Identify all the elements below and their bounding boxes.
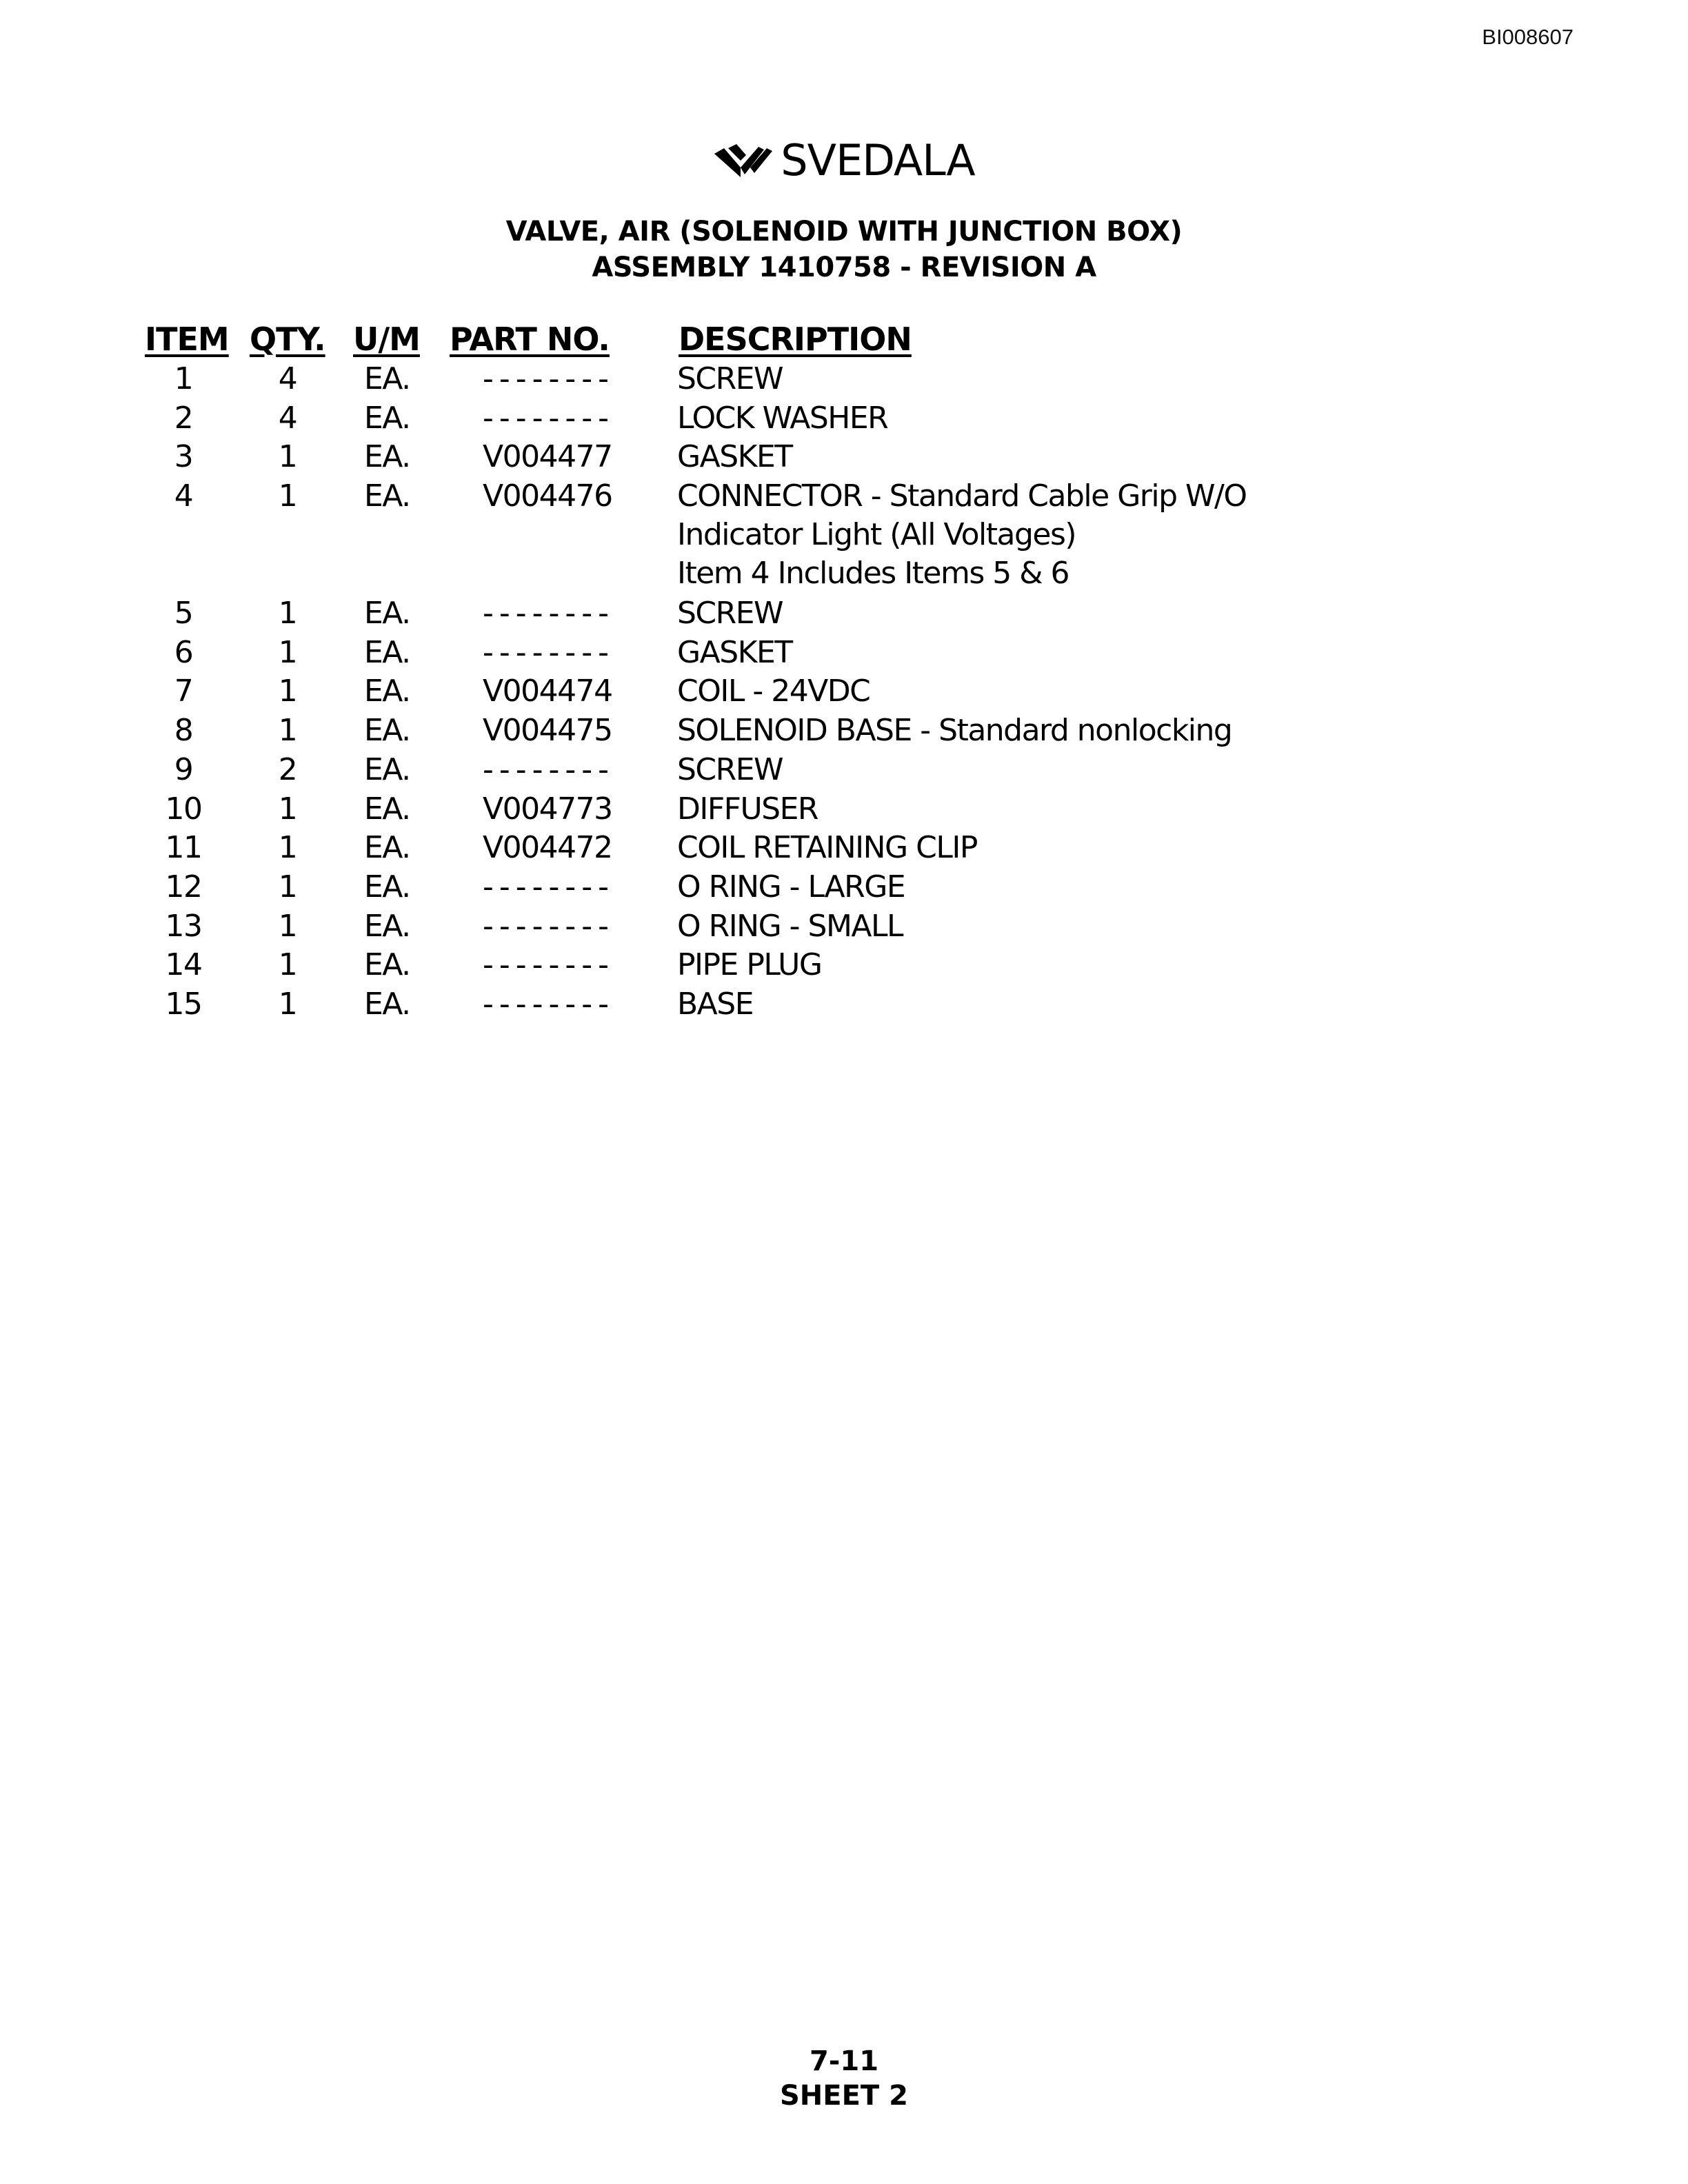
qty-cell: 1 xyxy=(278,869,297,904)
part-no-cell: V004474 xyxy=(483,674,612,709)
header-qty: QTY. xyxy=(250,321,325,358)
item-cell: 12 xyxy=(165,869,202,904)
assembly-subtitle: ASSEMBLY 1410758 - REVISION A xyxy=(592,252,1096,283)
header-part-no: PART NO. xyxy=(450,321,610,358)
description-cell: GASKET xyxy=(677,439,792,475)
qty-cell: 1 xyxy=(278,439,297,475)
part-no-cell: V004773 xyxy=(483,791,612,827)
part-no-cell: -------- xyxy=(483,986,615,1022)
table-row xyxy=(0,985,1688,1024)
part-no-cell: -------- xyxy=(483,869,615,904)
table-row xyxy=(0,868,1688,907)
description-cell: GASKET xyxy=(677,634,792,670)
header-item: ITEM xyxy=(145,321,229,358)
description-cell: SCREW xyxy=(677,361,783,396)
item-cell: 8 xyxy=(174,713,193,749)
description-cell: DIFFUSER xyxy=(677,791,818,827)
table-row xyxy=(0,790,1688,829)
header-um: U/M xyxy=(353,321,420,358)
um-cell: EA. xyxy=(364,439,410,475)
company-logo xyxy=(0,135,1688,190)
description-cell: O RING - SMALL xyxy=(677,908,903,944)
part-no-cell: -------- xyxy=(483,908,615,944)
description-cell: COIL RETAINING CLIP xyxy=(677,830,977,866)
item-cell: 2 xyxy=(174,400,193,436)
item-cell: 15 xyxy=(165,986,202,1022)
table-row xyxy=(0,907,1688,947)
logo-text: SVEDALA xyxy=(781,135,975,185)
parts-table-body xyxy=(0,360,1688,1024)
um-cell: EA. xyxy=(364,478,410,514)
table-row xyxy=(0,751,1688,790)
item-cell: 9 xyxy=(174,751,193,787)
qty-cell: 1 xyxy=(278,830,297,866)
description-cell: LOCK WASHER xyxy=(677,400,888,436)
item-cell: 3 xyxy=(174,439,193,475)
svedala-logo-icon xyxy=(713,141,776,180)
qty-cell: 4 xyxy=(278,361,297,396)
document-id: BI008607 xyxy=(1482,25,1574,49)
document-title: VALVE, AIR (SOLENOID WITH JUNCTION BOX) xyxy=(505,216,1183,247)
item-cell: 13 xyxy=(165,908,202,944)
table-row xyxy=(0,829,1688,868)
item-cell: 5 xyxy=(174,596,193,631)
qty-cell: 1 xyxy=(278,947,297,983)
um-cell: EA. xyxy=(364,400,410,436)
qty-cell: 1 xyxy=(278,596,297,631)
item-cell: 11 xyxy=(165,830,202,866)
um-cell: EA. xyxy=(364,596,410,631)
qty-cell: 1 xyxy=(278,713,297,749)
qty-cell: 1 xyxy=(278,908,297,944)
qty-cell: 4 xyxy=(278,400,297,436)
description-cell: BASE xyxy=(677,986,754,1022)
table-row xyxy=(0,594,1688,634)
part-no-cell: V004476 xyxy=(483,478,612,514)
item-cell: 14 xyxy=(165,947,202,983)
table-row xyxy=(0,399,1688,438)
um-cell: EA. xyxy=(364,361,410,396)
item-cell: 1 xyxy=(174,361,193,396)
description-cell: SCREW xyxy=(677,751,783,787)
table-row xyxy=(0,711,1688,751)
qty-cell: 1 xyxy=(278,791,297,827)
table-row xyxy=(0,634,1688,673)
part-no-cell: -------- xyxy=(483,361,615,396)
part-no-cell: V004475 xyxy=(483,713,612,749)
qty-cell: 1 xyxy=(278,674,297,709)
part-no-cell: -------- xyxy=(483,947,615,983)
header-description: DESCRIPTION xyxy=(679,321,912,358)
table-row xyxy=(0,477,1688,594)
part-no-cell: -------- xyxy=(483,400,615,436)
um-cell: EA. xyxy=(364,830,410,866)
um-cell: EA. xyxy=(364,634,410,670)
item-cell: 10 xyxy=(165,791,202,827)
qty-cell: 2 xyxy=(278,751,297,787)
um-cell: EA. xyxy=(364,751,410,787)
item-cell: 6 xyxy=(174,634,193,670)
qty-cell: 1 xyxy=(278,634,297,670)
table-row xyxy=(0,438,1688,477)
item-cell: 7 xyxy=(174,674,193,709)
item-cell: 4 xyxy=(174,478,193,514)
description-cell: COIL - 24VDC xyxy=(677,674,870,709)
part-no-cell: V004477 xyxy=(483,439,612,475)
page-number: 7-11 xyxy=(809,2045,879,2077)
um-cell: EA. xyxy=(364,986,410,1022)
description-cell: SOLENOID BASE - Standard nonlocking xyxy=(677,713,1232,749)
description-cell: O RING - LARGE xyxy=(677,869,905,904)
um-cell: EA. xyxy=(364,791,410,827)
description-cell: PIPE PLUG xyxy=(677,947,822,983)
part-no-cell: -------- xyxy=(483,751,615,787)
table-row xyxy=(0,360,1688,399)
part-no-cell: -------- xyxy=(483,596,615,631)
table-row xyxy=(0,672,1688,711)
part-no-cell: V004472 xyxy=(483,830,612,866)
qty-cell: 1 xyxy=(278,478,297,514)
description-cell: SCREW xyxy=(677,596,783,631)
um-cell: EA. xyxy=(364,908,410,944)
um-cell: EA. xyxy=(364,947,410,983)
um-cell: EA. xyxy=(364,674,410,709)
description-cell: CONNECTOR - Standard Cable Grip W/O Indicator Light (All Voltages) Item 4 Includes Items 5 & 6 xyxy=(677,478,1247,592)
qty-cell: 1 xyxy=(278,986,297,1022)
um-cell: EA. xyxy=(364,869,410,904)
sheet-number: SHEET 2 xyxy=(780,2080,908,2112)
table-row xyxy=(0,946,1688,985)
part-no-cell: -------- xyxy=(483,634,615,670)
um-cell: EA. xyxy=(364,713,410,749)
